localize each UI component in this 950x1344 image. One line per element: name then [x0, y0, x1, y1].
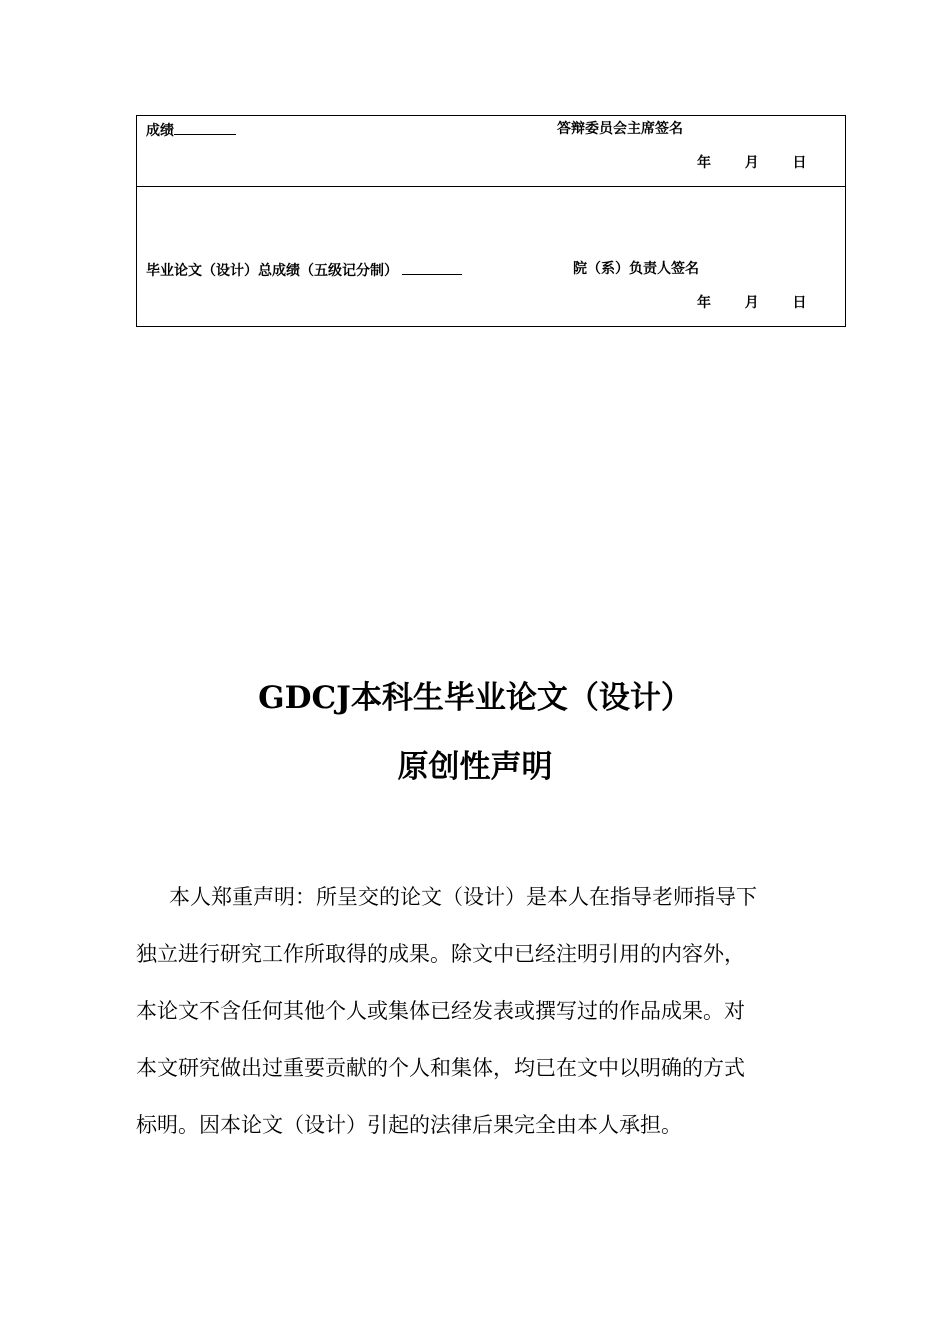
defense-date-month: 月 — [744, 155, 759, 171]
grade-row-total — [137, 187, 845, 326]
defense-date-day: 日 — [792, 155, 807, 171]
grade-row-defense — [137, 116, 845, 187]
dean-date-year: 年 — [697, 295, 711, 311]
statement-line: 本文研究做出过重要贡献的个人和集体，均已在文中以明确的方式 — [136, 1056, 745, 1080]
dean-date — [697, 295, 807, 311]
dean-sign-label: 院（系）负责人签名 — [573, 261, 699, 277]
declaration-title: GDCJ本科生毕业论文（设计） — [258, 680, 692, 716]
total-score-label: 毕业论文（设计）总成绩（五级记分制） — [146, 263, 398, 279]
grade-table — [136, 115, 846, 327]
statement-line: 本论文不含任何其他个人或集体已经发表或撰写过的作品成果。对 — [136, 999, 745, 1023]
chair-sign-label: 答辩委员会主席签名 — [557, 121, 683, 137]
score-field — [146, 121, 236, 139]
score-blank[interactable] — [174, 121, 236, 135]
statement-line: 标明。因本论文（设计）引起的法律后果完全由本人承担。 — [136, 1113, 682, 1137]
dean-date-day: 日 — [792, 295, 807, 311]
statement-line: 本人郑重声明：所呈交的论文（设计）是本人在指导老师指导下 — [169, 885, 757, 909]
defense-date — [697, 155, 807, 171]
defense-date-year: 年 — [697, 155, 711, 171]
declaration-subtitle: 原创性声明 — [397, 749, 553, 785]
dean-date-month: 月 — [744, 295, 759, 311]
score-label: 成绩 — [146, 123, 174, 139]
statement-line: 独立进行研究工作所取得的成果。除文中已经注明引用的内容外， — [136, 942, 745, 966]
declaration-statement — [136, 869, 846, 1154]
total-score-field — [146, 261, 462, 279]
total-score-blank[interactable] — [402, 261, 462, 275]
